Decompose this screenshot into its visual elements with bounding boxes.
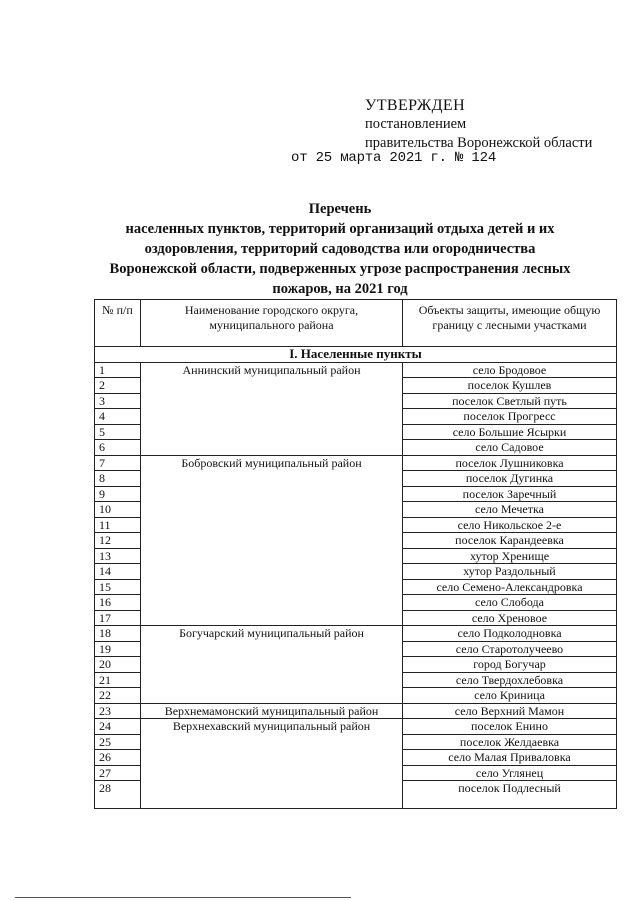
table-row bbox=[95, 626, 617, 642]
row-number: 11 bbox=[95, 517, 141, 533]
approval-line-1: постановлением bbox=[365, 116, 467, 132]
column-header-number: № п/п bbox=[95, 300, 141, 347]
protected-object: хутор Раздольный bbox=[403, 564, 617, 580]
row-number: 10 bbox=[95, 502, 141, 518]
row-number: 20 bbox=[95, 657, 141, 673]
row-number: 8 bbox=[95, 471, 141, 487]
protected-object: село Хреновое bbox=[403, 610, 617, 626]
protected-object: село Твердохлебовка bbox=[403, 672, 617, 688]
table-row bbox=[95, 362, 617, 378]
protected-object: поселок Енино bbox=[403, 719, 617, 735]
protected-object: поселок Кушлев bbox=[403, 378, 617, 394]
row-number: 1 bbox=[95, 362, 141, 378]
row-number: 4 bbox=[95, 409, 141, 425]
table-header-row bbox=[95, 300, 617, 347]
district-name: Бобровский муниципальный район bbox=[141, 455, 403, 626]
district-name: Богучарский муниципальный район bbox=[141, 626, 403, 704]
row-number: 2 bbox=[95, 378, 141, 394]
row-number: 12 bbox=[95, 533, 141, 549]
protected-object: село Верхний Мамон bbox=[403, 703, 617, 719]
row-number: 9 bbox=[95, 486, 141, 502]
row-number: 25 bbox=[95, 734, 141, 750]
row-number: 23 bbox=[95, 703, 141, 719]
row-number: 5 bbox=[95, 424, 141, 440]
settlements-table bbox=[94, 299, 617, 809]
row-number: 27 bbox=[95, 765, 141, 781]
district-name: Верхнехавский муниципальный район bbox=[141, 719, 403, 809]
heading-line-5: пожаров, на 2021 год bbox=[272, 281, 408, 297]
protected-object: город Богучар bbox=[403, 657, 617, 673]
row-number: 21 bbox=[95, 672, 141, 688]
protected-object: поселок Прогресс bbox=[403, 409, 617, 425]
row-number: 15 bbox=[95, 579, 141, 595]
row-number: 14 bbox=[95, 564, 141, 580]
protected-object: село Семено-Александровка bbox=[403, 579, 617, 595]
protected-object: село Старотолучеево bbox=[403, 641, 617, 657]
protected-object: село Большие Ясырки bbox=[403, 424, 617, 440]
row-number: 13 bbox=[95, 548, 141, 564]
protected-object: село Бродовое bbox=[403, 362, 617, 378]
approval-line-2: правительства Воронежской области bbox=[365, 135, 593, 151]
table-row bbox=[95, 719, 617, 735]
row-number: 18 bbox=[95, 626, 141, 642]
approval-title: УТВЕРЖДЕН bbox=[365, 97, 466, 114]
district-name: Верхнемамонский муниципальный район bbox=[141, 703, 403, 719]
row-number: 6 bbox=[95, 440, 141, 456]
protected-object: село Слобода bbox=[403, 595, 617, 611]
decree-date-number: от 25 марта 2021 г. № 124 bbox=[291, 150, 497, 166]
row-number: 26 bbox=[95, 750, 141, 766]
protected-object: поселок Светлый путь bbox=[403, 393, 617, 409]
heading-line-2: населенных пунктов, территорий организаций отдыха детей и их bbox=[125, 221, 555, 237]
row-number: 19 bbox=[95, 641, 141, 657]
protected-object: поселок Заречный bbox=[403, 486, 617, 502]
row-number: 7 bbox=[95, 455, 141, 471]
column-header-objects: Объекты защиты, имеющие общую границу с лесными участками bbox=[403, 300, 617, 347]
column-header-district: Наименование городского округа, муниципального района bbox=[141, 300, 403, 347]
row-number: 17 bbox=[95, 610, 141, 626]
protected-object: поселок Желдаевка bbox=[403, 734, 617, 750]
protected-object: село Малая Приваловка bbox=[403, 750, 617, 766]
approval-stamp bbox=[365, 96, 592, 153]
protected-object: село Мечетка bbox=[403, 502, 617, 518]
row-number: 22 bbox=[95, 688, 141, 704]
row-number: 24 bbox=[95, 719, 141, 735]
row-number: 16 bbox=[95, 595, 141, 611]
heading-line-1: Перечень bbox=[308, 201, 372, 217]
heading-line-3: оздоровления, территорий садоводства или огородничества bbox=[144, 241, 536, 257]
protected-object: село Криница bbox=[403, 688, 617, 704]
protected-object: село Подколодновка bbox=[403, 626, 617, 642]
protected-object: поселок Лушниковка bbox=[403, 455, 617, 471]
protected-object: поселок Дугинка bbox=[403, 471, 617, 487]
protected-object: хутор Хренище bbox=[403, 548, 617, 564]
document-heading bbox=[80, 199, 600, 299]
district-name: Аннинский муниципальный район bbox=[141, 362, 403, 455]
heading-line-4: Воронежской области, подверженных угрозе распространения лесных bbox=[109, 261, 571, 277]
section-row bbox=[95, 347, 617, 363]
protected-object: поселок Карандеевка bbox=[403, 533, 617, 549]
protected-object: село Садовое bbox=[403, 440, 617, 456]
protected-object: село Никольское 2-е bbox=[403, 517, 617, 533]
row-number: 3 bbox=[95, 393, 141, 409]
section-title: I. Населенные пункты bbox=[95, 347, 617, 363]
footer-rule bbox=[15, 897, 351, 898]
table-row bbox=[95, 703, 617, 719]
row-number: 28 bbox=[95, 781, 141, 809]
protected-object: поселок Подлесный bbox=[403, 781, 617, 809]
table-row bbox=[95, 455, 617, 471]
protected-object: село Углянец bbox=[403, 765, 617, 781]
